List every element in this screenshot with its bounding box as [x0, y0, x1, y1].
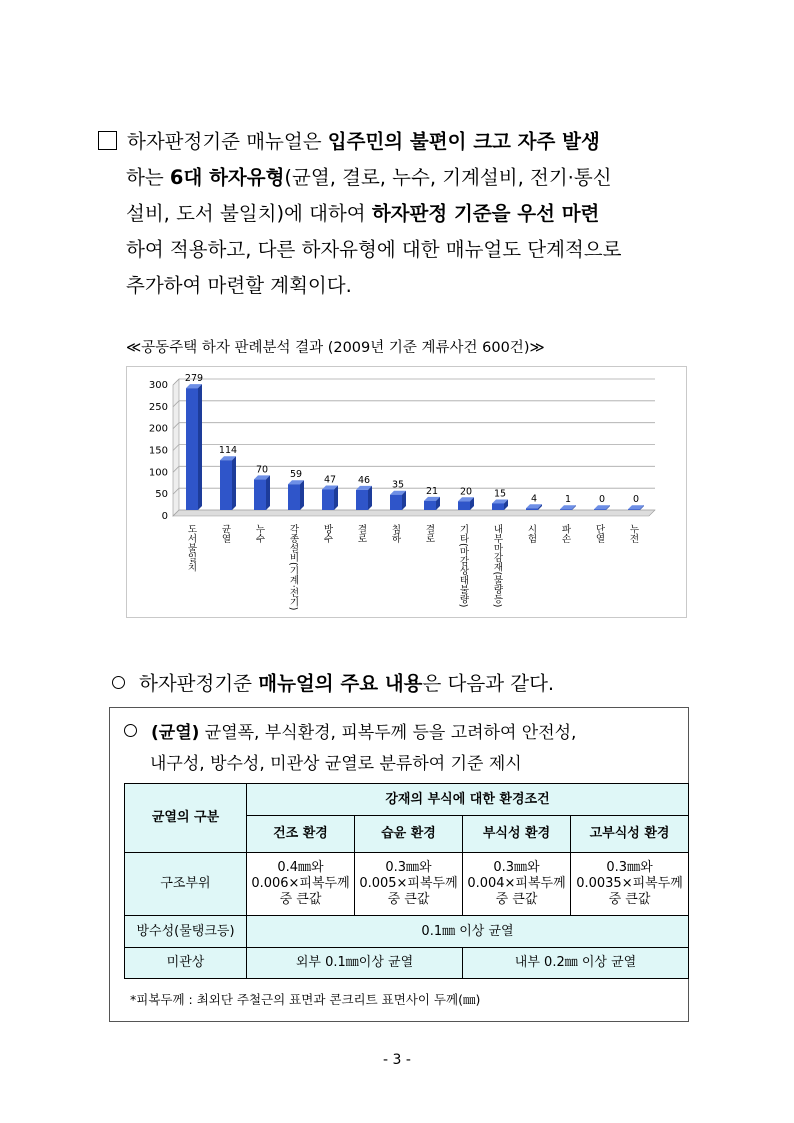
bar-top [628, 505, 644, 509]
y-tick-label: 0 [161, 511, 168, 522]
intro-bold-text: 6대 하자유형 [169, 166, 285, 189]
circle-bullet-icon [112, 676, 125, 689]
chart-floor [173, 510, 655, 516]
bar-top [560, 505, 576, 509]
header-env-corrosive: 부식성 환경 [463, 816, 571, 853]
bar-top [594, 505, 610, 509]
y-tick-label: 200 [148, 423, 168, 435]
intro-line-4: 하여 적용하고, 다른 하자유형에 대한 매뉴얼도 단계적으로 [126, 238, 622, 261]
cell-line: 중 큰값 [387, 892, 430, 907]
bar-value-label: 20 [459, 486, 473, 498]
bar-value-label: 35 [391, 479, 405, 491]
intro-line-5: 추가하여 마련할 계획이다. [126, 274, 352, 297]
cell-structural-high-corrosive [571, 853, 689, 916]
crack-text: 균열폭, 부식환경, 피복두께 등을 고려하여 안전성, [199, 723, 577, 743]
bar-value-label: 59 [289, 469, 303, 481]
square-bullet-icon [98, 131, 117, 150]
x-category-label: 누전 [627, 524, 639, 543]
cell-aesthetic-exterior: 외부 0.1㎜이상 균열 [247, 948, 463, 979]
bar [356, 490, 368, 510]
summary-bullet [112, 668, 554, 696]
crack-description [124, 718, 576, 780]
y-tick-label: 100 [148, 467, 168, 479]
bar [186, 388, 198, 510]
cell-line: 중 큰값 [279, 892, 322, 907]
intro-bold-text: 하자판정 기준을 우선 마련 [371, 202, 600, 225]
bar [492, 503, 504, 510]
crack-line-2: 내구성, 방수성, 미관상 균열로 분류하여 기준 제시 [150, 754, 522, 774]
y-tick-label: 50 [155, 489, 168, 501]
x-category-label: 침하 [389, 524, 401, 543]
x-category-label: 시험 [525, 524, 537, 543]
chart-caption: ≪공동주택 하자 판례분석 결과 (2009년 기준 계류사건 600건)≫ [126, 340, 545, 356]
x-category-label: 균열 [219, 524, 231, 543]
cell-aesthetic-interior: 내부 0.2㎜ 이상 균열 [463, 948, 689, 979]
crack-table [124, 783, 689, 979]
intro-paragraph [98, 124, 698, 304]
cell-line: 0.0035×피복두께 [576, 876, 683, 891]
cell-line: 0.3㎜와 [493, 860, 540, 875]
x-category-label: 내부마감재(불량등) [491, 524, 503, 608]
page-number: - 3 - [383, 1052, 411, 1068]
bar [526, 508, 538, 510]
y-tick-label: 150 [148, 445, 168, 457]
bar-value-label: 15 [493, 488, 507, 500]
intro-line-2 [98, 160, 698, 196]
bar [594, 509, 606, 510]
x-category-label: 파손 [559, 524, 571, 543]
intro-text: 하자판정기준 매뉴얼은 [127, 130, 328, 153]
bar [288, 484, 300, 510]
intro-text: 하는 [126, 166, 170, 189]
header-env-humid: 습윤 환경 [355, 816, 463, 853]
summary-text: 하자판정기준 [139, 672, 259, 695]
cell-line: 0.3㎜와 [385, 860, 432, 875]
bar [390, 495, 402, 510]
header-env-group: 강재의 부식에 대한 환경조건 [247, 784, 689, 816]
bar-side [198, 384, 202, 510]
bar-side [232, 456, 236, 510]
bar-value-label: 0 [598, 494, 606, 506]
bar-side [334, 485, 338, 510]
bar [628, 509, 640, 510]
bar-value-label: 114 [218, 445, 238, 457]
x-category-label: 결로 [355, 524, 367, 543]
intro-text: 설비, 도서 불일치)에 대하여 [126, 202, 372, 225]
crack-title: (균열) [151, 723, 200, 743]
summary-bold-text: 매뉴얼의 주요 내용 [258, 672, 423, 695]
x-category-label: 방수 [321, 524, 333, 543]
row-structural-label: 구조부위 [125, 853, 247, 916]
bar-value-label: 21 [425, 485, 439, 497]
cell-waterproof-value: 0.1㎜ 이상 균열 [247, 916, 689, 948]
cell-line: 0.3㎜와 [606, 860, 653, 875]
cover-thickness-note: *피복두께 : 최외단 주철근의 표면과 콘크리트 표면사이 두께(㎜) [130, 992, 481, 1007]
cell-line: 중 큰값 [608, 892, 651, 907]
summary-text: 은 다음과 같다. [422, 672, 555, 695]
crack-line-1 [124, 718, 576, 749]
bar-value-label: 46 [357, 474, 371, 486]
y-tick-label: 300 [148, 380, 168, 391]
cell-line: 중 큰값 [495, 892, 538, 907]
bar [254, 479, 266, 510]
bar-value-label: 0 [632, 494, 640, 506]
cell-line: 0.4㎜와 [277, 860, 324, 875]
x-category-label: 각종설비(기계·전기) [287, 524, 299, 611]
y-tick-label: 250 [148, 401, 168, 413]
cell-structural-corrosive [463, 853, 571, 916]
row-aesthetic-label: 미관상 [125, 948, 247, 979]
intro-bold-text: 입주민의 불편이 크고 자주 발생 [327, 130, 600, 153]
bar-side [266, 475, 270, 510]
bar [560, 509, 572, 510]
circle-bullet-icon [124, 724, 137, 737]
bar [322, 489, 334, 510]
cell-line: 0.004×피복두께 [467, 876, 566, 891]
header-env-dry: 건조 환경 [247, 816, 355, 853]
chart-svg [127, 367, 686, 617]
x-category-label: 결로 [423, 524, 435, 543]
bar [424, 501, 436, 510]
bar-chart [126, 366, 687, 618]
bar-side [300, 480, 304, 510]
row-waterproof-label: 방수성(물탱크등) [125, 916, 247, 948]
cell-structural-dry [247, 853, 355, 916]
bar-value-label: 4 [530, 493, 538, 505]
cell-structural-humid [355, 853, 463, 916]
x-category-label: 도서불일치 [185, 524, 197, 572]
cell-line: 0.005×피복두께 [359, 876, 458, 891]
header-crack-type: 균열의 구분 [125, 784, 247, 853]
bar [458, 501, 470, 510]
cell-line: 0.006×피복두께 [251, 876, 350, 891]
x-category-label: 기타(마감상태불량) [457, 524, 469, 608]
intro-text: (균열, 결로, 누수, 기계설비, 전기·통신 [284, 166, 612, 189]
x-category-label: 단열 [593, 524, 605, 543]
bar-value-label: 279 [184, 373, 204, 385]
intro-line-3 [98, 196, 698, 232]
x-category-label: 누수 [253, 524, 265, 543]
intro-line-1 [98, 124, 698, 160]
crack-criteria-box [109, 707, 689, 1022]
bar [220, 460, 232, 510]
bar-value-label: 70 [255, 464, 269, 476]
bar-side [368, 486, 372, 510]
bar-value-label: 1 [564, 494, 572, 506]
header-env-high-corrosive: 고부식성 환경 [571, 816, 689, 853]
bar-value-label: 47 [323, 474, 337, 486]
